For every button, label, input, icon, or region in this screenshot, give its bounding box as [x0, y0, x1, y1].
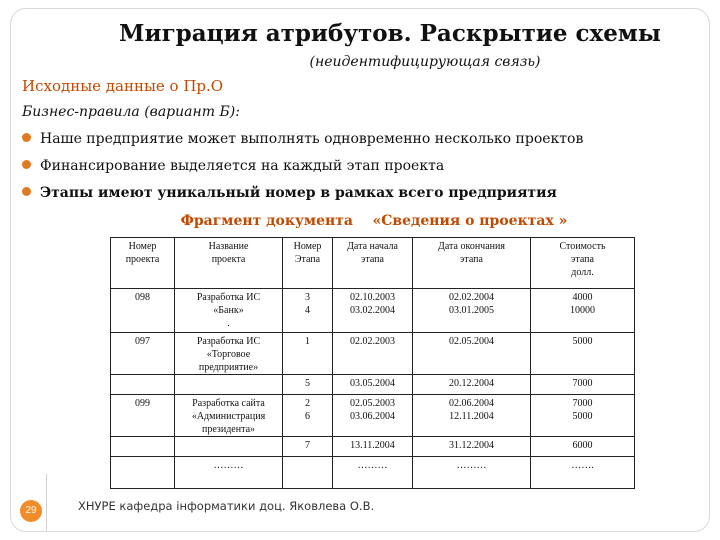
table-row: [111, 289, 635, 333]
table-cell: Разработка сайта «Администрация президента»: [175, 395, 283, 437]
slide-subtitle: (неидентифицирующая связь): [309, 54, 541, 70]
column-header: Номер проекта: [111, 238, 175, 289]
table-cell: [283, 457, 333, 489]
table-cell: [111, 457, 175, 489]
table-cell: 13.11.2004: [333, 437, 413, 457]
table-cell: ………: [175, 457, 283, 489]
table-row: [111, 437, 635, 457]
footer-text: ХНУРЕ кафедра інформатики доц. Яковлева О.В.: [78, 499, 375, 513]
table-row: [111, 375, 635, 395]
table-cell: [111, 437, 175, 457]
page-number: 29: [20, 500, 42, 522]
bullet-item: Финансирование выделяется на каждый этап проекта: [22, 156, 583, 183]
column-header: Стоимость этапа долл.: [531, 238, 635, 289]
table-row: [111, 457, 635, 489]
table-cell: 5000: [531, 333, 635, 375]
table-cell: 31.12.2004: [413, 437, 531, 457]
table-cell: 1: [283, 333, 333, 375]
table-cell: ………: [413, 457, 531, 489]
table-cell: Разработка ИС «Торговое предприятие»: [175, 333, 283, 375]
table-cell: [175, 437, 283, 457]
table-cell: 20.12.2004: [413, 375, 531, 395]
table-cell: 097: [111, 333, 175, 375]
column-header: Название проекта: [175, 238, 283, 289]
table-cell: …….: [531, 457, 635, 489]
table-cell: 6000: [531, 437, 635, 457]
table-cell: 7000 5000: [531, 395, 635, 437]
table-cell: 7000: [531, 375, 635, 395]
table-cell: 2 6: [283, 395, 333, 437]
projects-table: [110, 237, 635, 489]
column-header: Дата начала этапа: [333, 238, 413, 289]
table-cell: 02.02.2003: [333, 333, 413, 375]
table-cell: 3 4: [283, 289, 333, 333]
table-cell: 02.02.2004 03.01.2005: [413, 289, 531, 333]
table-cell: 7: [283, 437, 333, 457]
table-cell: 02.05.2004: [413, 333, 531, 375]
slide-title: Миграция атрибутов. Раскрытие схемы: [119, 20, 661, 47]
document-fragment-caption: Фрагмент документа «Сведения о проектах »: [180, 213, 568, 229]
table-cell: Разработка ИС «Банк» .: [175, 289, 283, 333]
table-cell: 02.05.2003 03.06.2004: [333, 395, 413, 437]
table-cell: 4000 10000: [531, 289, 635, 333]
table-cell: 02.06.2004 12.11.2004: [413, 395, 531, 437]
bullet-item: Наше предприятие может выполнять одновременно несколько проектов: [22, 129, 583, 156]
table-cell: 5: [283, 375, 333, 395]
footer-divider: [46, 474, 47, 532]
business-rules-title: Бизнес-правила (вариант Б):: [22, 104, 240, 120]
bullet-dot-icon: [22, 133, 31, 142]
table-row: [111, 395, 635, 437]
table-cell: [111, 375, 175, 395]
business-rules-list: [22, 129, 583, 210]
bullet-item: Этапы имеют уникальный номер в рамках всего предприятия: [22, 183, 583, 210]
table-cell: ………: [333, 457, 413, 489]
bullet-dot-icon: [22, 187, 31, 196]
table-cell: 03.05.2004: [333, 375, 413, 395]
table-cell: 02.10.2003 03.02.2004: [333, 289, 413, 333]
column-header: Номер Этапа: [283, 238, 333, 289]
table-cell: [175, 375, 283, 395]
column-header: Дата окончания этапа: [413, 238, 531, 289]
table-cell: 098: [111, 289, 175, 333]
source-data-heading: Исходные данные о Пр.О: [22, 77, 224, 95]
bullet-dot-icon: [22, 160, 31, 169]
table-header-row: [111, 238, 635, 289]
table-row: [111, 333, 635, 375]
table-cell: 099: [111, 395, 175, 437]
